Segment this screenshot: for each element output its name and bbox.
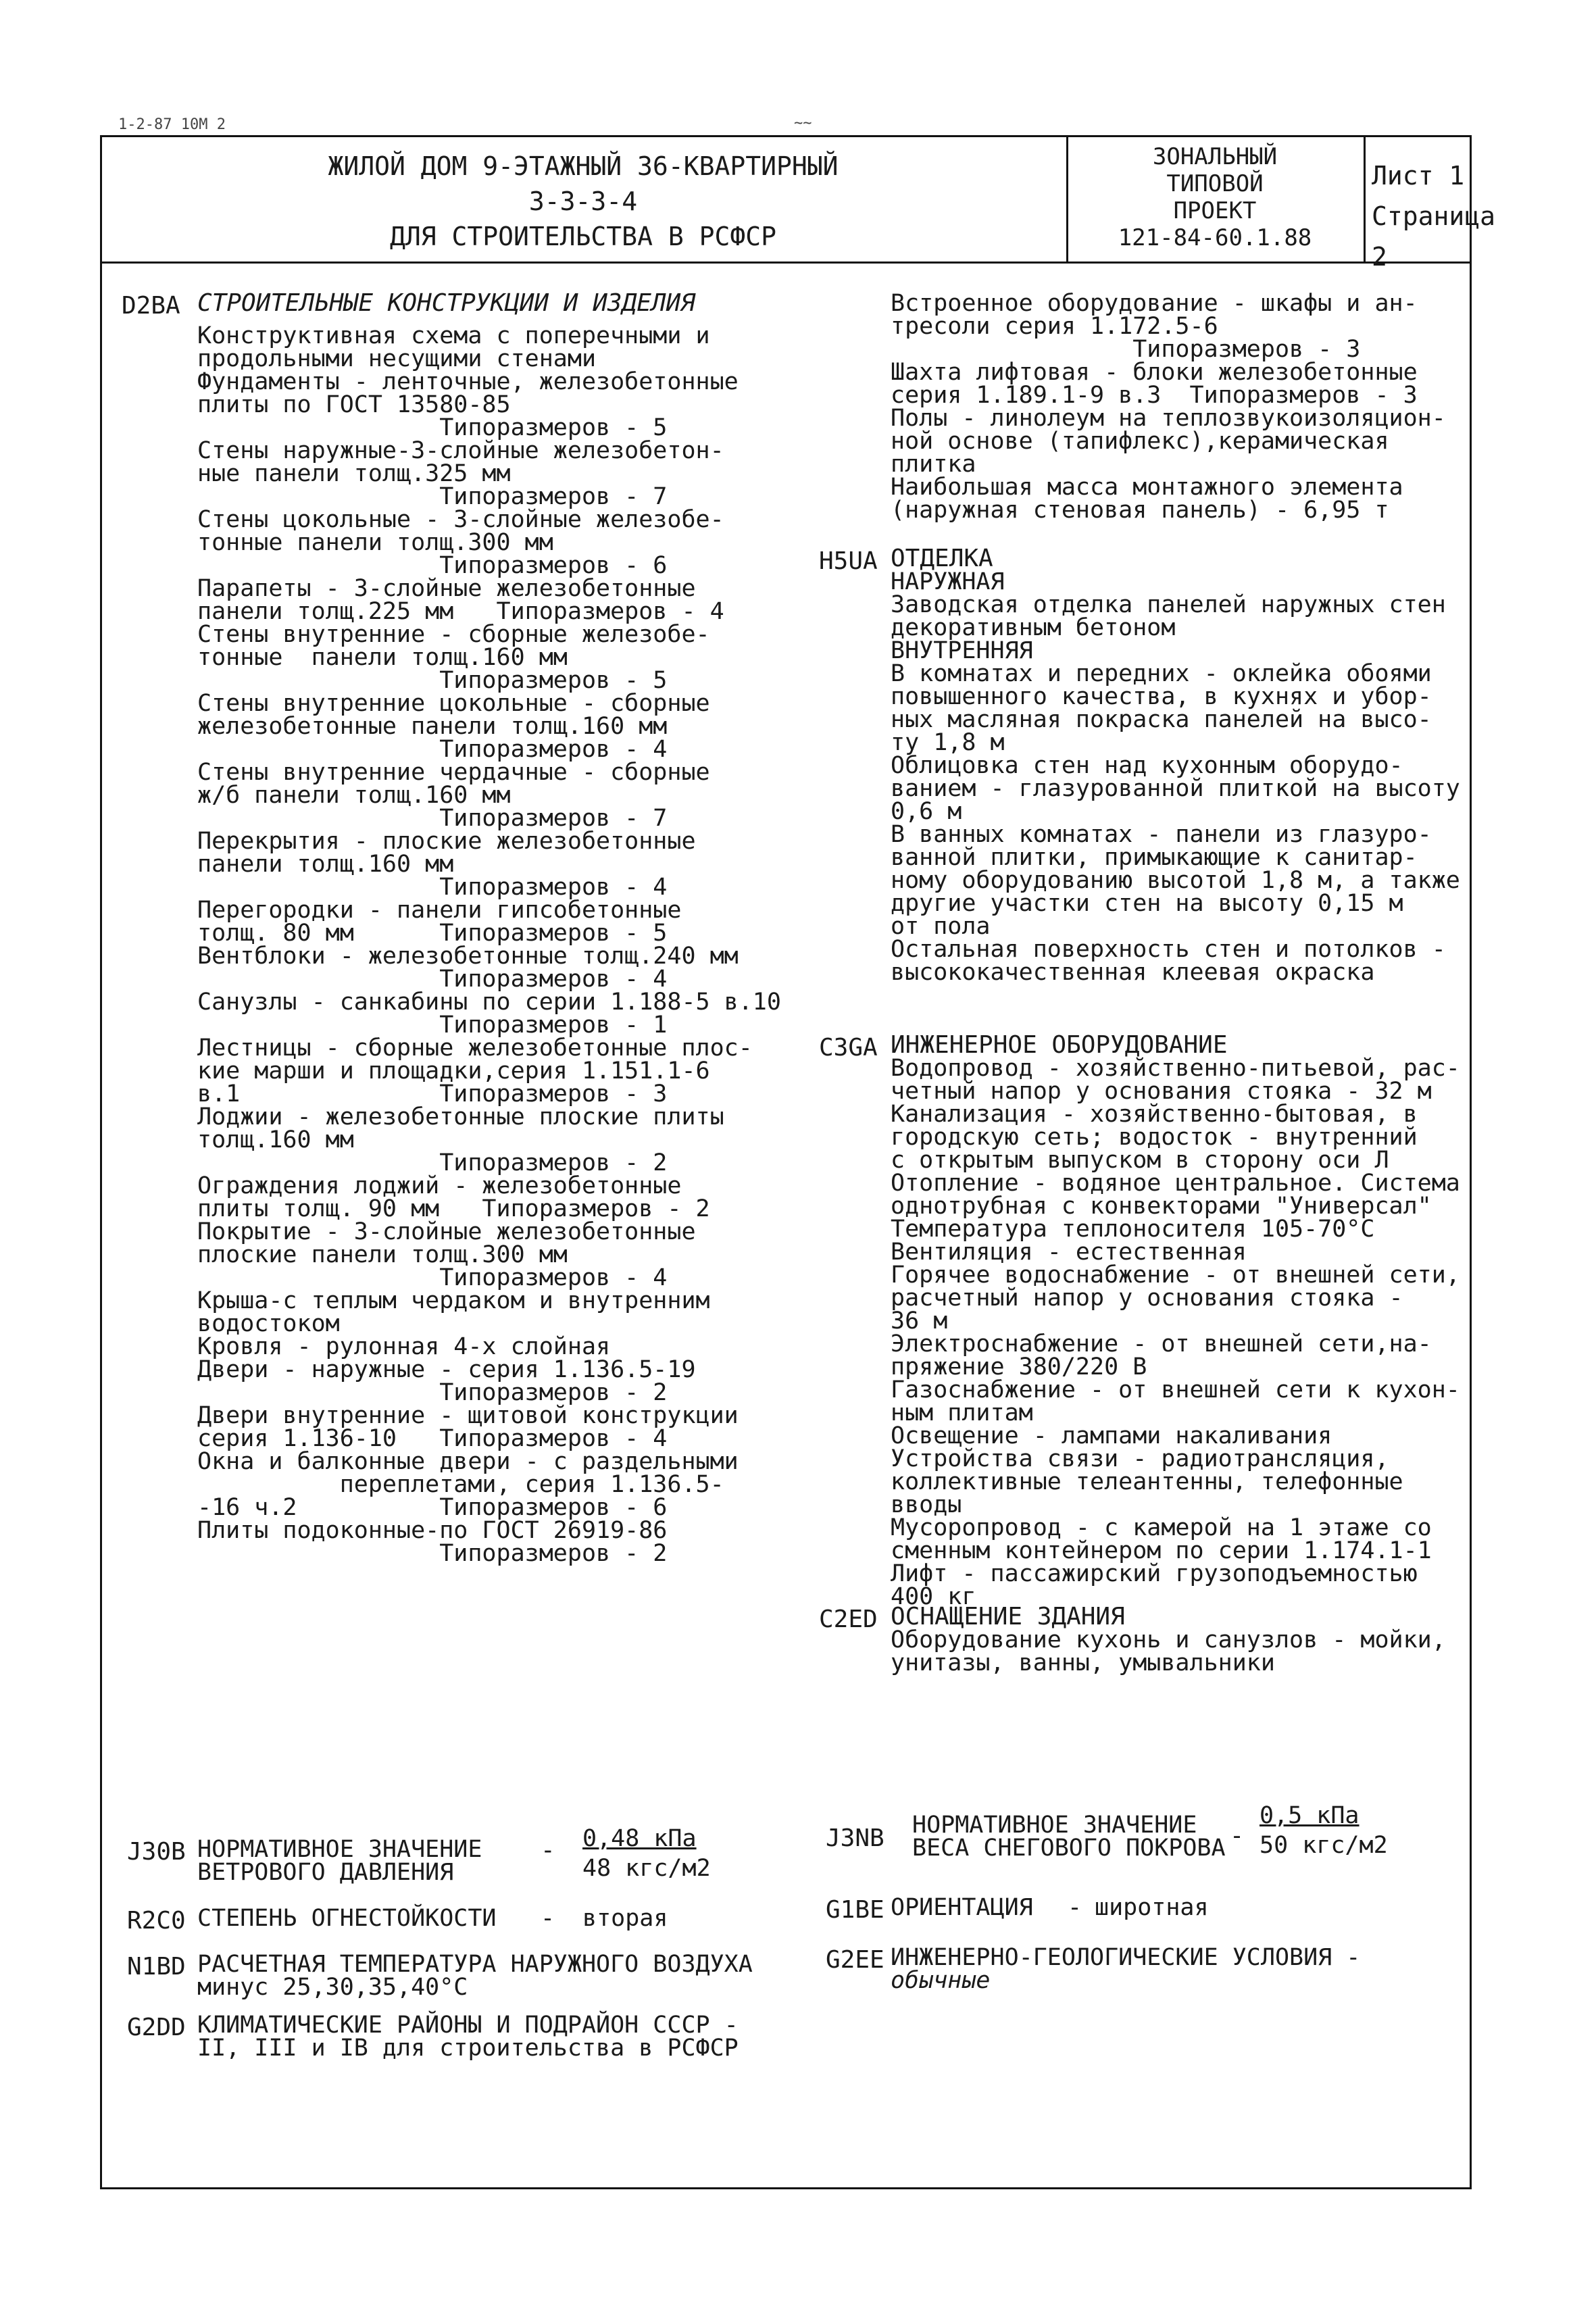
text-line: ным плитам [891,1399,1033,1426]
sheet-block [1372,155,1495,277]
temperature-block [197,1953,792,1999]
text-line: плоские панели толщ.300 мм [197,1241,568,1268]
text-line: от пола [891,913,991,940]
text-line: Крыша-с теплым чердаком и внутренним [197,1287,710,1314]
text-line: переплетами, серия 1.136.5- [197,1471,724,1498]
text-line: Вентблоки - железобетонные толщ.240 мм [197,943,739,970]
text-line: Типоразмеров - 6 [197,552,668,579]
text-line: толщ. 80 мм Типоразмеров - 5 [197,920,668,947]
text-line: Типоразмеров - 2 [197,1379,668,1406]
text-line: Типоразмеров - 5 [197,667,668,694]
text-line: Стены наружные-3-слойные железобетон- [197,437,724,464]
text-line: Типоразмеров - 4 [197,966,668,993]
text-line: Вентиляция - естественная [891,1239,1247,1266]
section-title-equipment: ОСНАЩЕНИЕ ЗДАНИЯ [891,1603,1125,1631]
text-line: повышенного качества, в кухнях и убор- [891,683,1432,710]
text-line: Типоразмеров - 4 [197,1264,668,1291]
section-code-finish: H5UA [819,547,878,575]
text-line: Лоджии - железобетонные плоские плиты [197,1103,724,1130]
text-line: Остальная поверхность стен и потолков - [891,936,1446,963]
section-title-finish: ОТДЕЛКА [891,545,993,572]
text-line: ных масляная покраска панелей на высо- [891,706,1432,733]
param-code-temperature: N1BD [127,1953,186,1981]
text-line: железобетонные панели толщ.160 мм [197,713,668,740]
text-line: Фундаменты - ленточные, железобетонные [197,368,739,395]
text-line: расчетный напор у основания стояка - [891,1285,1403,1312]
text-line: Двери - наружные - серия 1.136.5-19 [197,1356,696,1383]
document-code: 1-2-87 10M 2 [118,116,226,133]
section-title-engineering: ИНЖЕНЕРНОЕ ОБОРУДОВАНИЕ [891,1031,1228,1059]
text-line: ту 1,8 м [891,729,1005,756]
text-line: Устройства связи - радиотрансляция, [891,1445,1389,1472]
param-code-geology: G2EE [826,1946,884,1974]
text-line: Мусоропровод - с камерой на 1 этаже со [891,1514,1432,1541]
text-line: плиты толщ. 90 мм Типоразмеров - 2 [197,1195,710,1222]
text-line: городскую сеть; водосток - внутренний [891,1124,1418,1151]
project-line-3: ПРОЕКТ [1173,197,1257,224]
text-line: Облицовка стен над кухонным оборудо- [891,752,1403,779]
text-line: продольными несущими стенами [197,345,597,372]
text-line: плиты по ГОСТ 13580-85 [197,391,511,418]
text-line: Шахта лифтовая - блоки железобетонные [891,359,1418,386]
text-line: тресоли серия 1.172.5-6 [891,313,1218,340]
fire-label: СТЕПЕНЬ ОГНЕСТОЙКОСТИ [197,1905,497,1932]
orientation-label: ОРИЕНТАЦИЯ [891,1894,1033,1921]
project-number: 121-84-60.1.88 [1118,224,1312,251]
wind-value-kgs: 48 кгс/м2 [582,1855,711,1882]
text-line: Освещение - лампами накаливания [891,1422,1332,1449]
wind-label [197,1838,508,1884]
text-line: Покрытие - 3-слойные железобетонные [197,1218,696,1245]
text-line: РАСЧЕТНАЯ ТЕМПЕРАТУРА НАРУЖНОГО ВОЗДУХА [197,1951,753,1978]
text-line: ИНЖЕНЕРНО-ГЕОЛОГИЧЕСКИЕ УСЛОВИЯ - [891,1944,1361,1971]
text-line: 36 м [891,1308,948,1335]
fire-value: вторая [582,1905,668,1932]
text-line: ж/б панели толщ.160 мм [197,782,511,809]
text-line: однотрубная с конвекторами "Универсал" [891,1193,1432,1220]
text-line: Типоразмеров - 4 [197,736,668,763]
snow-value-kgs: 50 кгс/м2 [1260,1832,1388,1859]
text-line: Лифт - пассажирский грузоподъемностью [891,1560,1418,1587]
text-line: Оборудование кухонь и санузлов - мойки, [891,1626,1446,1653]
orientation-value: широтная [1095,1894,1209,1921]
project-line-1: ЗОНАЛЬНЫЙ [1152,143,1278,170]
title-line-3: ДЛЯ СТРОИТЕЛЬСТВА В РСФСР [390,222,776,251]
text-line: Типоразмеров - 5 [197,414,668,441]
text-line: Окна и балконные двери - с раздельными [197,1448,739,1475]
text-line: с открытым выпуском в сторону оси Л [891,1147,1389,1174]
text-line: Горячее водоснабжение - от внешней сети, [891,1262,1460,1289]
param-code-orientation: G1BE [826,1896,884,1924]
constructions-section [197,289,873,1567]
text-line: Типоразмеров - 2 [197,1540,668,1567]
text-line: Типоразмеров - 1 [197,1012,668,1039]
text-line: Двери внутренние - щитовой конструкции [197,1402,739,1429]
text-line: КЛИМАТИЧЕСКИЕ РАЙОНЫ И ПОДРАЙОН СССР - [197,2012,739,2039]
text-line: В комнатах и передних - оклейка обоями [891,660,1432,687]
text-line: толщ.160 мм [197,1126,354,1153]
text-line: водостоком [197,1310,340,1337]
document-title [100,149,1066,254]
param-code-snow: J3NB [826,1824,884,1852]
text-line: пряжение 380/220 В [891,1353,1147,1380]
text-line: ВЕТРОВОГО ДАВЛЕНИЯ [197,1859,454,1886]
text-line: унитазы, ванны, умывальники [891,1649,1275,1676]
text-line: Канализация - хозяйственно-бытовая, в [891,1101,1418,1128]
text-line: Типоразмеров - 7 [197,483,668,510]
text-line: ВЕСА СНЕГОВОГО ПОКРОВА [912,1835,1226,1862]
text-line: Типоразмеров - 7 [197,805,668,832]
text-line: Парапеты - 3-слойные железобетонные [197,575,696,602]
snow-label [912,1814,1237,1860]
page-number: Страница 2 [1372,201,1496,272]
project-line-2: ТИПОВОЙ [1166,170,1264,197]
section-code-engineering: C3GA [819,1034,878,1062]
text-line: Конструктивная схема с поперечными и [197,322,710,349]
text-line: панели толщ.225 мм Типоразмеров - 4 [197,598,724,625]
text-line: обычные [891,1967,991,1994]
text-line: серия 1.189.1-9 в.3 Типоразмеров - 3 [891,382,1418,409]
project-block [1066,143,1364,251]
text-line: Типоразмеров - 3 [891,336,1361,363]
text-line: Стены внутренние чердачные - сборные [197,759,710,786]
text-line: другие участки стен на высоту 0,15 м [891,890,1403,917]
dash: - [541,1837,555,1864]
text-line: Перекрытия - плоские железобетонные [197,828,696,855]
equipment-section [891,1605,1458,1674]
geology-block [891,1946,1458,1992]
param-code-climate: G2DD [127,2014,186,2041]
text-line: Электроснабжение - от внешней сети,на- [891,1330,1432,1358]
text-line: Стены внутренние цокольные - сборные [197,690,710,717]
text-line: серия 1.136-10 Типоразмеров - 4 [197,1425,668,1452]
text-line: НОРМАТИВНОЕ ЗНАЧЕНИЕ [912,1812,1197,1839]
finish-section [891,547,1458,984]
text-line: кие марши и площадки,серия 1.151.1-6 [197,1057,710,1085]
text-line: Заводская отделка панелей наружных стен [891,591,1446,618]
climate-block [197,2014,792,2060]
text-line: тонные панели толщ.300 мм [197,529,553,556]
title-divider-2 [1364,135,1366,264]
text-line: Встроенное оборудование - шкафы и ан- [891,290,1418,317]
text-line: ванной плитки, примыкающие к санитар- [891,844,1418,871]
page-mark: ~~ [794,115,812,132]
text-line: Газоснабжение - от внешней сети к кухон- [891,1376,1460,1403]
dash: - [1068,1894,1082,1921]
text-line: 0,6 м [891,798,962,825]
text-line: Стены внутренние - сборные железобе- [197,621,710,648]
text-line: панели толщ.160 мм [197,851,454,878]
equipment-intro [891,292,1458,522]
text-line: Типоразмеров - 4 [197,874,668,901]
snow-value [1260,1804,1435,1857]
subsection-title-interior: ВНУТРЕННЯЯ [891,637,1033,664]
engineering-section [891,1031,1460,1610]
text-line: плитка [891,451,976,478]
text-line: В ванных комнатах - панели из глазуро- [891,821,1432,848]
wind-value [582,1827,731,1880]
text-line: Отопление - водяное центральное. Система [891,1170,1460,1197]
text-line: Водопровод - хозяйственно-питьевой, рас- [891,1055,1460,1082]
text-line: Перегородки - панели гипсобетонные [197,897,682,924]
text-line: НОРМАТИВНОЕ ЗНАЧЕНИЕ [197,1836,482,1863]
text-line: 400 кг [891,1583,976,1610]
text-line: Лестницы - сборные железобетонные плос- [197,1035,753,1062]
text-line: высококачественная клеевая окраска [891,959,1375,986]
text-line: минус 25,30,35,40°С [197,1974,468,2001]
dash: - [541,1905,555,1932]
text-line: ной основе (тапифлекс),керамическая [891,428,1389,455]
title-block [100,135,1496,272]
text-line: вводы [891,1491,962,1518]
text-line: Стены цокольные - 3-слойные железобе- [197,506,724,533]
text-line: Полы - линолеум на теплозвукоизоляцион- [891,405,1446,432]
text-line: ные панели толщ.325 мм [197,460,511,487]
param-code-fire: R2C0 [127,1907,186,1935]
snow-value-kpa: 0,5 кПа [1260,1802,1360,1829]
title-line-2: 3-3-3-4 [528,186,638,216]
text-line: ному оборудованию высотой 1,8 м, а также [891,867,1460,894]
text-line: тонные панели толщ.160 мм [197,644,568,671]
text-line: Наибольшая масса монтажного элемента [891,474,1403,501]
text-line: II, III и IB для строительства в РСФСР [197,2035,739,2062]
title-line-1: ЖИЛОЙ ДОМ 9-ЭТАЖНЫЙ 36-КВАРТИРНЫЙ [328,151,839,181]
text-line: Ограждения лоджий - железобетонные [197,1172,682,1199]
text-line: сменным контейнером по серии 1.174.1-1 [891,1537,1432,1564]
dash: - [1230,1822,1245,1849]
subsection-title-exterior: НАРУЖНАЯ [891,568,1005,595]
section-title-constructions: СТРОИТЕЛЬНЫЕ КОНСТРУКЦИИ И ИЗДЕЛИЯ [197,289,695,317]
text-line: Типоразмеров - 2 [197,1149,668,1176]
text-line: в.1 Типоразмеров - 3 [197,1080,668,1107]
text-line: декоративным бетоном [891,614,1176,641]
text-line: Плиты подоконные-по ГОСТ 26919-86 [197,1517,668,1544]
wind-value-kpa: 0,48 кПа [582,1825,697,1852]
text-line: ванием - глазурованной плиткой на высоту [891,775,1460,802]
text-line: четный напор у основания стояка - 32 м [891,1078,1432,1105]
text-line: Кровля - рулонная 4-х слойная [197,1333,611,1360]
section-code-equipment: C2ED [819,1605,878,1633]
text-line: (наружная стеновая панель) - 6,95 т [891,497,1389,524]
text-line: коллективные телеантенны, телефонные [891,1468,1403,1495]
text-line: Температура теплоносителя 105-70°С [891,1216,1375,1243]
text-line: -16 ч.2 Типоразмеров - 6 [197,1494,668,1521]
param-code-wind: J30B [127,1838,186,1866]
text-line: Санузлы - санкабины по серии 1.188-5 в.10 [197,989,781,1016]
section-code-constructions: D2BA [122,292,180,320]
sheet-number: Лист 1 [1372,161,1465,191]
